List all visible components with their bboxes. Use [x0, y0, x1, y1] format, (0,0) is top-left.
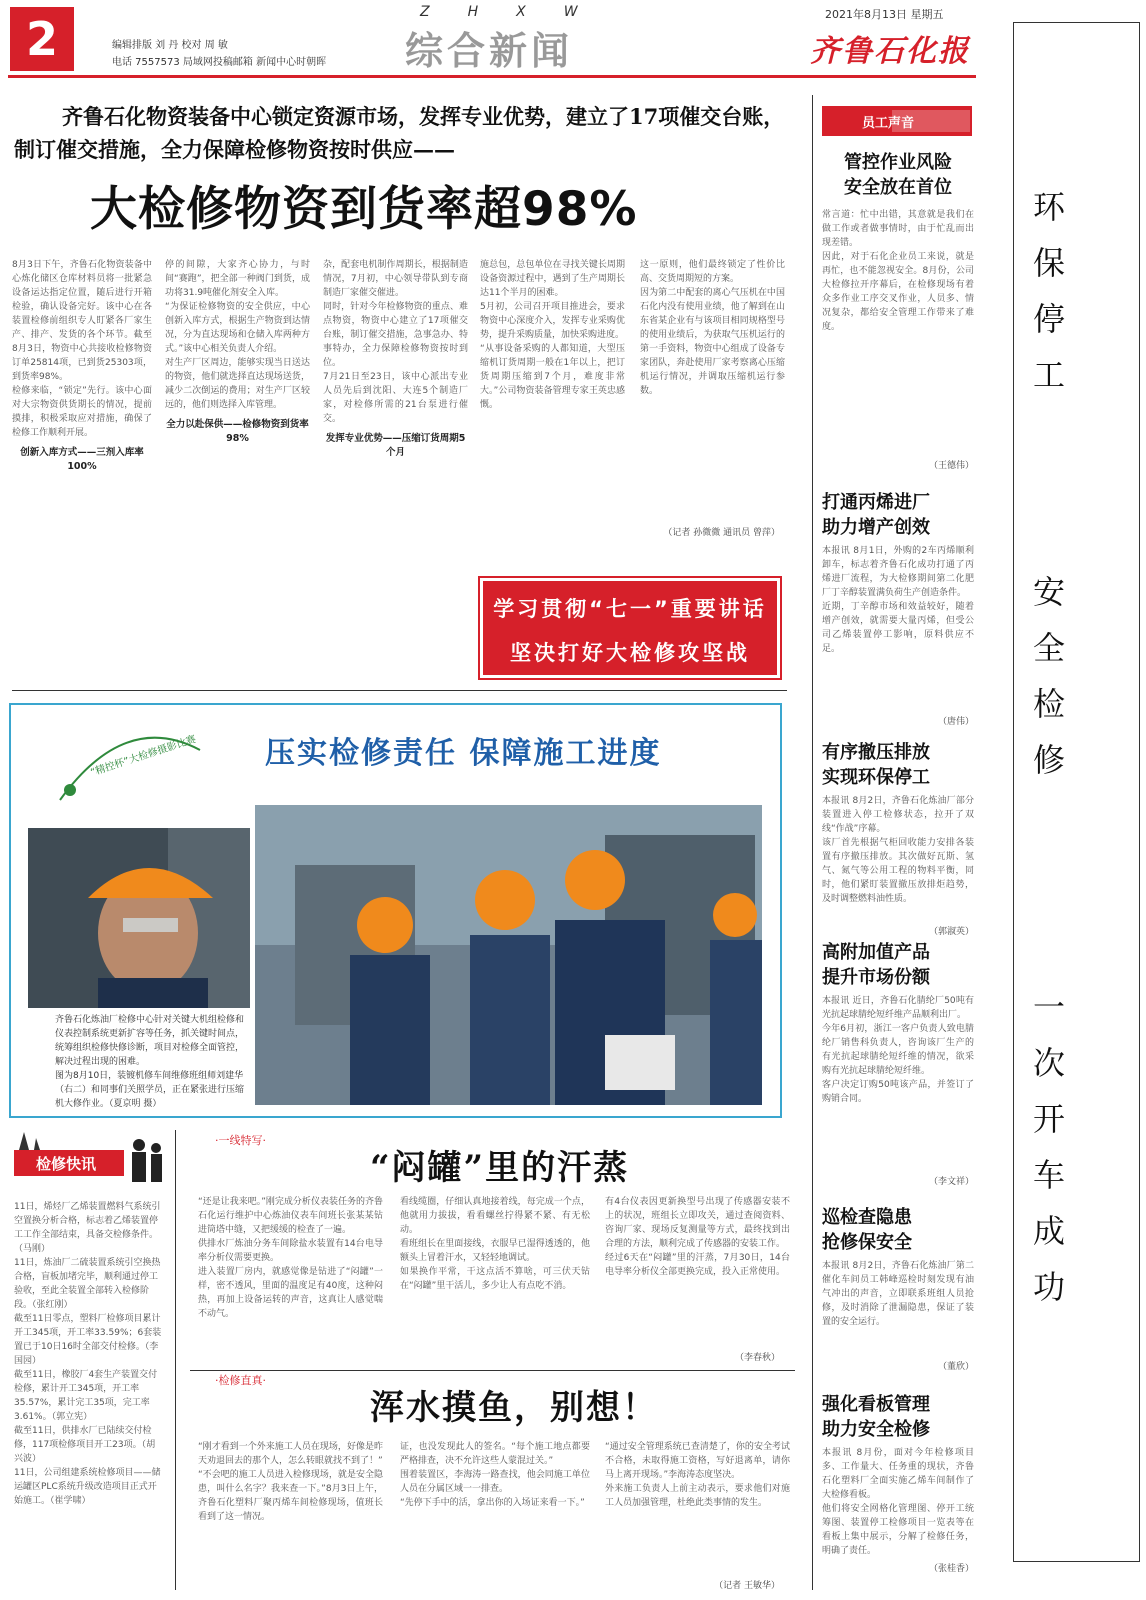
- column-text: 停的间隙，大家齐心协力，与时间“赛跑”，把全部一种阀门到货，成功将31.9吨催化剂安全入库。 “为保证检修物资的安全供应，中心创新入库方式，根据生产物资到达情况，分为直达现场和仓储入库两种方式。”该中心相关负责人介绍。 对生产厂区周边，能够实现当日送达的物资，他们就选择直达现场送货，减少二次倒运的费用；对生产厂区较远的，他们则选择入库管理。: [165, 260, 310, 410]
- lead-kicker: 齐鲁石化物资装备中心锁定资源市场，发挥专业优势，建立了17项催交台账，制订催交措施，全力保障检修物资按时供应——: [14, 104, 785, 162]
- badge-dot: [64, 784, 76, 796]
- sidebar-text: 本报讯 8月份，面对今年检修项目多、工作量大、任务重的现状，齐鲁石化塑料厂全面实施乙烯车间制作了大检修看板。 他们将安全网格化管理图、停开工统筹图、装置停工检修项目一览表等在看板上集中展示，分解了检修任务，明确了责任。: [822, 1448, 974, 1556]
- sidebar-byline: （李文祥）: [928, 1177, 974, 1187]
- voice-tab-text: 员工声音: [862, 116, 915, 131]
- section-title: 综合新闻: [405, 29, 574, 73]
- worker-photo: [255, 805, 762, 1105]
- sidebar-byline: （唐伟）: [937, 717, 974, 727]
- story-column: “通过安全管理系统已查清楚了，你的安全考试不合格，未取得施工资格，写好退离单，请你马上离开现场。”李海涛态度坚决。 外来施工负责人上前主动表示，要求他们对施工人员加强管理，杜绝此类事情的发生。: [605, 1442, 790, 1508]
- lead-headline: 大检修物资到货率超98%: [90, 182, 638, 237]
- story-headline: 浑水摸鱼，别想！: [370, 1388, 658, 1428]
- subhead: 全力以赴保供——检修物资到货率98%: [166, 419, 309, 444]
- sidebar-text: 本报讯 8月1日，外购的2车丙烯顺利卸车，标志着齐鲁石化成功打通了丙烯进厂流程，为大检修期间第二化肥厂丁辛醇装置满负荷生产创造条件。 近期，丁辛醇市场和效益较好，随着增产创效，就需要大量丙烯，但受公司乙烯装置停工影响，原料供应不足。: [822, 546, 974, 654]
- subhead: 创新入库方式——三剂入库率100%: [20, 447, 144, 472]
- slogan-banner: [480, 578, 780, 678]
- column-text: 施总包，总包单位在寻找关键长周期设备资源过程中，遇到了生产周期长达11个半月的困难。 5月初，公司召开项目推进会，要求物资中心深度介入，发挥专业采购优势，提升采购质量，加快采购进度。 “从事设备采购的人都知道，大型压缩机订货周期一般在1年以上，把订货周期压缩到7个月，难度非常大。”公司物资装备管理专家王英忠感慨。: [480, 260, 625, 410]
- sidebar-text: 本报讯 8月2日，齐鲁石化炼油厂部分装置进入停工检修状态，拉开了双线“作战”序幕。 该厂首先根据气柜回收能力安排各装置有序撤压排放。其次做好瓦斯、氢气、氮气等公用工程的物料平衡，同时，他们紧盯装置撤压放排炬趋势，及时调整燃料油性质。: [822, 796, 974, 904]
- column-divider: [812, 95, 813, 1590]
- story-byline: （记者 王敏华）: [714, 1581, 780, 1591]
- lead-column-2: [165, 258, 310, 678]
- contact-info: 电话 7557573 局域网投稿邮箱 新闻中心时朝晖: [112, 57, 327, 68]
- sidebar-headline: 打通丙烯进厂 助力增产创效: [822, 492, 930, 538]
- vertical-slogan-2: 安全检修: [1028, 575, 1066, 799]
- page-number: 2: [10, 7, 74, 71]
- quick-news-banner: [14, 1130, 164, 1190]
- story-column: “刚才看到一个外来施工人员在现场，好像是昨天劝退回去的那个人，怎么转眼就找不到了！” “不会吧的施工人员进入检修现场，就是安全隐患，叫什么名字？我来查一下。”8月3日上午，齐鲁石化塑料厂聚丙烯车间检修现场，值班长看到了这一情况。: [198, 1442, 383, 1522]
- sidebar-byline: （王德伟）: [928, 461, 974, 471]
- sidebar-headline: 高附加值产品 提升市场份额: [822, 942, 930, 988]
- column-text: 这一原则，他们最终锁定了性价比高、交货周期短的方案。 因为第二中配套的离心气压机在中国石化内没有使用业绩，他了解到在山东省某企业有与该项目相同规格型号的使用业绩后，为获取气压机运行的第一手资料，物资中心组成了设备专家团队，奔赴使用厂家考察离心压缩机运行情况，并调取压缩机运行参数。: [640, 260, 785, 396]
- lead-column-3: [323, 258, 468, 678]
- sidebar-byline: （董欣）: [937, 1362, 974, 1372]
- divider: [12, 690, 787, 691]
- sidebar-item: [822, 940, 974, 1187]
- slogan-line-1: 学习贯彻“七一”重要讲话: [493, 597, 767, 621]
- quick-news-title: 检修快讯: [36, 1155, 97, 1173]
- contest-badge: [40, 720, 210, 810]
- sidebar-text: 本报讯 近日，齐鲁石化腈纶厂50吨有光抗起球腈纶短纤维产品顺利出厂。 今年6月初，浙江一客户负责人致电腈纶厂销售科负责人，咨询该厂生产的有光抗起球腈纶短纤维的情况，欲采购有光抗起球腈纶短纤维。 客户决定订购50吨该产品，并签订了购销合同。: [822, 996, 974, 1104]
- sidebar-headline: 巡检查隐患 抢修保安全: [822, 1207, 912, 1253]
- lead-column-5: [640, 258, 785, 548]
- story-byline: （李春秋）: [734, 1353, 780, 1363]
- story-tag: ·一线特写·: [215, 1134, 266, 1147]
- employee-voice-tab: [822, 106, 972, 136]
- story-column: 证，也没发现此人的签名。“每个施工地点都要严格排查，决不允许这些人蒙混过关。” 围着装置区，李海涛一路查找，他会同施工单位人员在分属区域一一排查。 “先停下手中的活，拿出你的入场证来看一下。”: [400, 1442, 590, 1508]
- editor-credits: 编辑排版 刘 丹 校对 周 敏: [112, 40, 228, 51]
- story-headline: “闷罐”里的汗蒸: [370, 1148, 630, 1188]
- column-divider: [175, 1130, 176, 1590]
- sidebar-headline: 管控作业风险 安全放在首位: [844, 152, 952, 198]
- sidebar-item: [822, 490, 974, 727]
- photo-caption: 齐鲁石化炼油厂检修中心针对关键大机组检修和仪表控制系统更新扩容等任务，抓关键时间点，统筹组织检修快修诊断，项目对检修全面管控，解决过程出现的困难。 图为8月10日，装镀机修车间维修班组师刘建华（右二）和同事们关照学员，正在紧张进行压缩机大修作业。（夏京明 摄）: [55, 1015, 245, 1109]
- column-text: 杂，配套电机制作周期长，根据制造情况，7月初，中心领导带队到专商制造厂家催交催进。 同时，针对今年检修物资的重点、难点物资，物资中心建立了17项催交台账，制订催交措施，急事急办、特事特办，全力保障检修物资按时到位。 7月21日至23日，该中心派出专业人员先后到沈阳、大连5个制造厂家，对检修所需的21台泵进行催交。: [323, 260, 468, 424]
- lead-byline: （记者 孙微微 通讯员 曾萍）: [663, 528, 780, 538]
- lead-column-4: [480, 258, 625, 573]
- vertical-slogan-1: 环保停工: [1028, 190, 1066, 414]
- worker-portrait-photo: [28, 828, 250, 1008]
- story-tag: ·检修直真·: [215, 1374, 266, 1387]
- newspaper-logo: 齐鲁石化报: [810, 34, 970, 69]
- lead-column-1: [12, 258, 152, 678]
- badge-text: “精控杯”大检修摄影比赛: [89, 734, 198, 779]
- section-latin: ZHXW: [420, 4, 616, 20]
- sidebar-item: [822, 150, 974, 471]
- sidebar-byline: （张桂香）: [928, 1564, 974, 1574]
- subhead: 发挥专业优势——压缩订货周期5个月: [325, 433, 466, 458]
- story-column: 看线缆圈，仔细认真地接着线，每完成一个点，他就用力拔拔，看看螺丝拧得紧不紧、有无松动。 看班组长在里面接线，衣服早已湿得透透的，他额头上冒着汗水，又轻轻地调试。 如果换作平常，干这点活不算啥，可三伏天钻在“闷罐”里干活儿，多少让人有点吃不消。: [400, 1197, 590, 1291]
- feature-headline: 压实检修责任 保障施工进度: [265, 736, 662, 771]
- story-column: “还是让我来吧。”刚完成分析仪表装任务的齐鲁石化运行维护中心炼油仪表车间班长张某某钻进筒塔中缝，又把缓缓的检查了一遍。 供排水厂炼油分务车间除盐水装置有14台电导率分析仪需要更换。 进入装置厂房内，就感觉像是钻进了“闷罐”一样，密不透风，里面的温度足有40度，这种闷热，再加上设备运转的声音，这真让人感觉喘不动气。: [198, 1197, 383, 1319]
- story-column: 有4台仪表因更新换型号出现了传感器安装不上的状况，班组长立即攻关，通过查阅资料、咨询厂家、现场反复测量等方式，最终找到出合理的方法，顺利完成了传感器的安装工作。 经过6天在“闷罐”里的汗蒸，7月30日，14台电导率分析仪全部更换完成，投入正常使用。: [605, 1197, 790, 1277]
- divider: [190, 1370, 795, 1371]
- sidebar-headline: 有序撤压排放 实现环保停工: [822, 742, 930, 788]
- column-text: 8月3日下午，齐鲁石化物资装备中心炼化储区仓库材料员将一批紧急设备运达指定位置，随后进行开箱检验，确认设备完好。该中心在各装置检修前组织专人盯紧各厂家生产、排产、发货的各个环节。截至8月3日，物资中心共接收检修物资订单25814项，已到货25303项，到货率98%。 检修来临，“锁定”先行。该中心面对大宗物资供货期长的情况，提前摸排，积极采取应对措施，确保了检修工作顺利开展。: [12, 260, 152, 438]
- sidebar-byline: （郭淑英）: [928, 927, 974, 937]
- sidebar-item: [822, 1205, 974, 1372]
- sidebar-text: 常言道：忙中出错，其意就是我们在做工作或者做事情时，由于忙乱而出现差错。 因此，对于石化企业员工来说，就是再忙，也不能忽视安全。8月份，公司大检修拉开序幕后，在检修现场有着众多作业工序交叉作业，人员多、情况复杂，都给安全管理工作带来了难度。: [822, 210, 974, 332]
- sidebar-headline: 强化看板管理 助力安全检修: [822, 1394, 930, 1440]
- vertical-slogan-3: 一次开车成功: [1028, 990, 1066, 1326]
- issue-date: 2021年8月13日 星期五: [825, 8, 944, 21]
- sidebar-item: [822, 740, 974, 937]
- quick-news-body: 11日，烯烃厂乙烯装置燃料气系统引空置换分析合格，标志着乙烯装置停工工作全部结束，具备交检修条件。（马刚） 11日，炼油厂二硫装置系统引空换热合格，盲板加堵完毕，顺利通过停工验收，至此全装置全部转入检修阶段。（张红刚） 截至11日零点，塑料厂检修项目累计开工345项，开工率33.59%；6套装置已于10日16时全部交付检修。（李国园） 截至11日，橡胶厂4套生产装置交付检修，累计开工345项，开工率35.57%，累计完工35项，完工率3.61%。（郭立宪） 截至11日，供排水厂已陆续交付检修，117项检修项目开工23项。（胡兴波） 11日，公司组建系统检修项目——储运罐区PLC系统升级改造项目正式开始施工。（崔学啸）: [14, 1202, 162, 1506]
- sidebar-text: 本报讯 8月2日，齐鲁石化炼油厂第二催化车间员工韩峰巡检时刻发现有油气冲出的声音，立即联系班组人员抢修，及时消除了泄漏隐患，保证了装置的安全运行。: [822, 1261, 974, 1327]
- slogan-line-2: 坚决打好大检修攻坚战: [510, 641, 750, 665]
- masthead-rule: [8, 75, 976, 78]
- sidebar-item: [822, 1392, 974, 1574]
